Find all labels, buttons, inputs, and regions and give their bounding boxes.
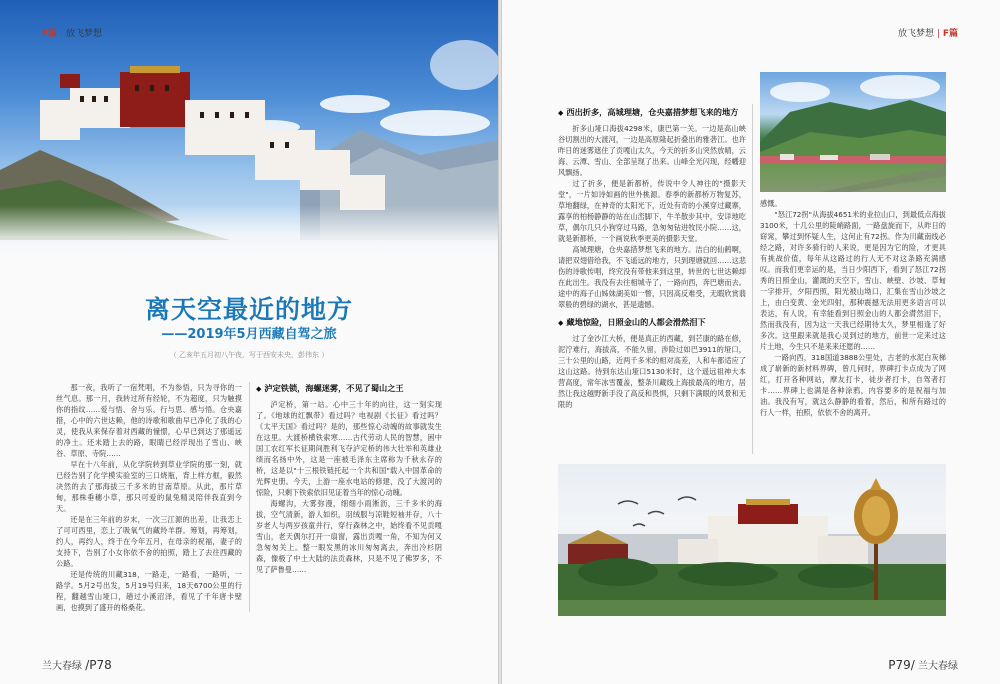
magazine-name: 兰大春绿 [42, 661, 82, 672]
diamond-icon: ◆ [256, 385, 262, 393]
left-footer [42, 657, 112, 672]
paragraph: 泸定桥，第一站。心中三十年的向往，这一刻实现了。《地球的红飘带》看过吗？电视剧《长征》看过吗？《太平天国》看过吗？是的，那些惊心动魄的故事就发生在这里。大渡桥横铁索寒……古代劳动人民的智慧，困中国工农红军长征期间胜利飞夺泸定桥的伟大壮举和英雄业绩而名扬中外，这是一座被毛泽东主席称为千秋永存的桥，这是以"十三根铁链托起一个共和国"载入中国革命的光辉史册。今天，上游一座水电站的修建，没了大渡河的惊险，只剩下铁索依旧见证着当年的惊心动魄。 [256, 400, 442, 497]
article-title: 离天空最近的地方 [144, 295, 353, 324]
section-heading: ◆ 西出折多，高城理塘，仓央嘉措梦想飞来的地方 [558, 107, 739, 117]
diamond-icon: ◆ [558, 109, 564, 117]
grassland-mountain-photo [760, 72, 946, 192]
paragraph: 过了金沙江大桥，便是真正的西藏，到芒康的路在修，泥泞难行，海拔高，不能久留，涉险过如巴3911的垭口，三十公里的山路，近两千多米的相对高差，人和车都适应了这山这路。待到东达山垭口5130米时，这个遥远祖神大本营高度，常年冰雪覆盖，整条川藏线上海拔最高的地方，居然让我这越野新手没了高反和畏惧，只剩下满眼的风景和无限的 [558, 334, 746, 409]
section-heading: ◆ 藏地惊险，日照金山的人都会滑然泪下 [558, 317, 706, 327]
paragraph: 那一夜，我听了一宿梵唱，不为参悟，只为寻你的一丝气息。那一月，我转过所有经轮，不为超度，只为触摸你的指纹……爱与悟、舍与乐、行与思、感与悟。仓央嘉措，心中的六世达赖，他的诗歌和歌曲早已净化了我的心灵，使我从来保存着对西藏的憧憬，心早已到达了那遥远的净土。还未踏上去的路，眼睛已经浮现出了雪山、峡谷、草原、寺院…… [56, 383, 242, 458]
section-letter: F篇 [942, 29, 958, 39]
section-heading: ◆ 泸定铁锁，海螺迷雾，不见了蜀山之王 [256, 383, 404, 393]
paragraph: 一路向西，318国道3888公里处，古老的水泥白灰梯成了崭新的新材料界碑，曾几何时，界碑打卡点成为了网红，打开各种网站，摩友打卡，徒步者打卡，自驾者打卡……界碑上也满是各种涂鸦，内容要多的是祝福与加油。我没有写，就这么静静的看着，然后，和所有路过的行人一样，拍照，依依不舍的离开。 [760, 353, 946, 417]
right-column-1 [558, 104, 746, 460]
left-header: F篇 | 放飞梦想 [42, 29, 102, 39]
paragraph: 早在十八年前，从化学院转到草业学院的那一刻，就已经告别了化学模实验室的三口烧瓶，背上样方框，毅然决然的去了那海拔三千多米的甘南草原。从此，那片草甸，那株垂穗小草，那只可爱的鼠兔精灵陪伴我直到今天。 [56, 460, 242, 513]
left-page [0, 0, 498, 684]
right-page [502, 0, 1000, 684]
left-column-2 [256, 380, 442, 612]
magazine-name: 兰大春绿 [918, 661, 958, 672]
paragraph: 还是在三年前的岁末，一次三江源的出差，让我恋上了可可西里，恋上了吸氧气的藏羚羊群。筹划，再筹划，约人，再约人，终于在今年五月，在母亲的祝福，妻子的支持下，告别了小女你依不舍的拍照，踏上了去往西藏的公路。 [56, 515, 242, 568]
right-column-2 [760, 198, 946, 460]
paragraph: 高城理塘，仓央嘉措梦想飞来的地方。洁白的仙鹤啊，请把双翅借给我，不飞遥远的地方，只到理塘就回……这悲伤的诗歌传唱，终究没有带他来到这里，转世的七世达赖却在此出生。我没有去往相城寺了，一路向西，奔巴塘而去。途中的海子山姊妹湖美如一瞥，只因高反难受，无暇欣赏翡翠般的碧绿的湖水，甚是遗憾。 [558, 245, 746, 309]
left-column-1 [56, 382, 242, 644]
page-number: /P78 [85, 658, 112, 672]
section-name: 放飞梦想 [65, 29, 102, 39]
section-letter: F篇 [42, 29, 58, 39]
article-byline: （ 乙亥年五月初八午夜，写于西安未央，彭伟东 ） [169, 351, 329, 359]
paragraph: 感慨。 [760, 199, 782, 208]
paragraph: "怒江72拐"从海拔4651米的业拉山口，到最低点海拔3100米，十几公里的陡峭路面，一路盘旋而下，从昨日的窈窕，攀过到怀疑人生，这何止有72拐。作为川藏南线必经之路，对许多骑行的人来说，更是因为它的险，才更具有挑战价值，每年从这路过的行人无不对这条路充满感叹。而我们更幸运的是，当日少阳西下，看到了怒江72拐秀的日照金山，灌溉的天空下，雪山、峡壁、沙坡、草甸一字排开，夕阳西照，阳光被山坳口，汇集在雪山沙坡之上，由白变黄、金光四射，那种震撼无法用更多语言可以表达，有人说，有幸能看到日照金山的人都会潸然泪下，然而我没有，因为这一天我已经期待太久，梦里相逢了好多次。这里跟来就是我心灵到过的地方，前世一定来过这片土地，今生只不是来来还愿的…… [760, 210, 946, 351]
temple-prayer-wheel-photo [558, 464, 946, 616]
page-number: P79/ [888, 658, 915, 672]
paragraph: 折多山垭口海拔4298米，康巴第一关。一边是高山峡谷切割出的大渡河，一边是高原隆起折叠出的雅砻江。也许昨日的迷雾遮住了贡嘎山太久，今天的折多山突然放晴，云海、云潭、雪山、全部呈现了出来。山峰全光闪现，经幡迎风飘扬。 [558, 124, 746, 177]
diamond-icon: ◆ [558, 319, 564, 327]
paragraph: 还是传统的川藏318，一路走，一路看，一路听，一路学。5月2号出发，5月19号归来，18天6700公里的行程，翻越雪山垭口，趟过小溪沼泽，看见了千年唐卡壁画，也摸到了盛开的格桑花。 [56, 570, 242, 612]
right-footer [888, 657, 958, 672]
section-name: 放飞梦想 [898, 29, 935, 39]
right-header: 放飞梦想 | F篇 [898, 29, 958, 39]
article-subtitle: ——2019年5月西藏自驾之旅 [161, 327, 337, 342]
potala-palace-photo [0, 0, 498, 270]
paragraph: 海螺沟，大雾弥漫，细细小雨淅沥，三千多米的海拔，空气清新，游人如织，羽绒服与凉鞋短袖并存，八十岁老人与两岁孩童并行，穿行森林之中，始终看不见贡嘎雪山，老天偶尔打开一扇窗，露出贡嘎一角，不知为何又急匆匆关上。整一眼发黑的冰川匆匆离去，奔出冷杉阴森，像极了中土大陆的法贡森林，只是不见了佛罗多，不见了萨鲁曼…… [256, 499, 442, 574]
paragraph: 过了折多，便是新都桥，传说中令人神往的"摄影天堂"，一片如诗如画的世外桃源。春季的新都桥万物复苏，草地翻绿，在神奇的太阳光下，近处有奇的小溪穿过藏寨，露享的柏杨静静的站在山峦脚下，牛羊散步其中，安详地吃草，偶尔几只小狗穿过马路，急匆匆钻进牧民小院……这，就是新都桥，一个画说秋季更美的摄影天堂。 [558, 179, 746, 243]
